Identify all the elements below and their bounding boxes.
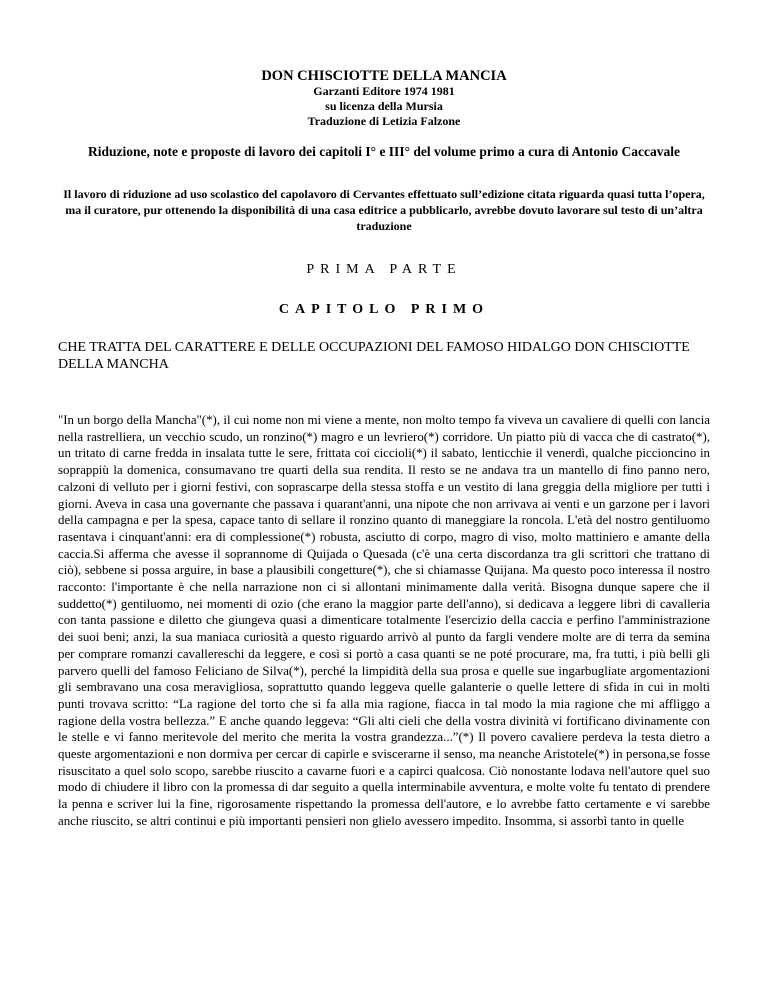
translation-line: Traduzione di Letizia Falzone [307,114,461,128]
body-paragraph: "In un borgo della Mancha"(*), il cui nome non mi viene a mente, non molto tempo fa viveva un cavaliere di quelli con lancia nella rastrelliera, un vecchio scudo, un ronzino(*) magro e un levriero(*) corridore. Un piatto più di vacca che di castrato(*), un tritato di carne fredda in insalata tutte le sere, frittata coi ciccioli(*) il sabato, lenticchie il venerdì, qualche piccioncino in soprappiù la domenica, consumavano tre quarti della sua rendita. Il resto se ne andava tra un mantello di fino panno nero, calzoni di velluto per i giorni festivi, con soprascarpe della stessa stoffa e un vestito di lana greggia della migliore per tutti i giorni. Aveva in casa una governante che passava i quarant'anni, una nipote che non arrivava ai venti e un garzone per i lavori della campagna e per la spesa, capace tanto di sellare il ronzino quanto di maneggiare la roncola. L'età del nostro gentiluomo rasentava i cinquant'anni: era di complessione(*) robusta, asciutto di corpo, magro di viso, molto mattiniero e amante della caccia.Si afferma che avesse il soprannome di Quijada o Quesada (c'è una certa discordanza tra gli scrittori che trattano di ciò), sebbene si possa arguire, in base a plausibili congetture(*), che si chiamasse Quijana. Ma questo poco interessa il nostro racconto: l'importante è che nella narrazione non ci si allontani minimamente dalla verità. Bisogna dunque sapere che il suddetto(*) gentiluomo, nei momenti di ozio (che erano la maggior parte dell'anno), si dedicava a leggere libri di cavalleria con tanta passione e diletto che giungeva quasi a dimenticare totalmente l'esercizio della caccia e perfino l'amministrazione dei suoi beni; anzi, la sua maniaca curiosità a questo riguardo arrivò al punto da fargli vendere molte are di terra da semina per comprare romanzi cavallereschi da leggere, e così si portò a casa quanti se ne poté procurare, ma, fra tutti, i più belli gli parvero quelli del famoso Feliciano de Silva(*), perché la limpidità della sua prosa e quelle sue ingarbugliate argomentazioni gli sembravano una cosa meravigliosa, soprattutto quando leggeva quelle galanterie o quelle lettere di sfida in cui in molti punti trovava scritto: “La ragione del torto che si fa alla mia ragione, fiacca in tal modo la mia ragione che mi affliggo a ragione della vostra bellezza.” E anche quando leggeva: “Gli alti cieli che della vostra divinità vi fortificano divinamente con le stelle e vi fanno meritevole del merito che merita la vostra grandezza...”(*) Il povero cavaliere perdeva la testa dietro a queste argomentazioni e non dormiva per cercar di capirle e sviscerarne il senso, ma neanche Aristotele(*) in persona,se fosse risuscitato a quel solo scopo, sarebbe riuscito a cavarne fuori e a capirci qualcosa. Ciò nonostante lodava nell'autore quel suo modo di chiudere il libro con la promessa di dar seguito a quella interminabile avventura, e molte volte fu tentato di prendere la penna e scriver lui la fine, rigorosamente rispettando la promessa dell'autore, e lo avrebbe fatto certamente e vi sarebbe anche riuscito, se altri continui e più importanti pensieri non glielo avessero impedito. Insomma, si assorbì tanto in quelle [58,413,710,828]
editorial-note: Il lavoro di riduzione ad uso scolastico del capolavoro di Cervantes effettuato sull’edizione citata riguarda quasi tutta l’opera, ma il curatore, pur ottenendo la disponibilità di una casa editrice a pubblicarlo, avrebbe dovuto lavorare sul testo di un’altra traduzione [63,187,705,233]
part-title: PRIMA PARTE [306,262,462,277]
publisher-line: Garzanti Editore 1974 1981 [313,84,455,98]
chapter-title: CAPITOLO PRIMO [278,302,490,317]
book-title: DON CHISCIOTTE DELLA MANCIA [261,68,507,84]
reduction-note: Riduzione, note e proposte di lavoro dei capitoli I° e III° del volume primo a cura di Antonio Caccavale [88,144,680,159]
chapter-heading: CHE TRATTA DEL CARATTERE E DELLE OCCUPAZIONI DEL FAMOSO HIDALGO DON CHISCIOTTE DELLA MANCHA [58,340,690,372]
license-line: su licenza della Mursia [325,99,443,113]
